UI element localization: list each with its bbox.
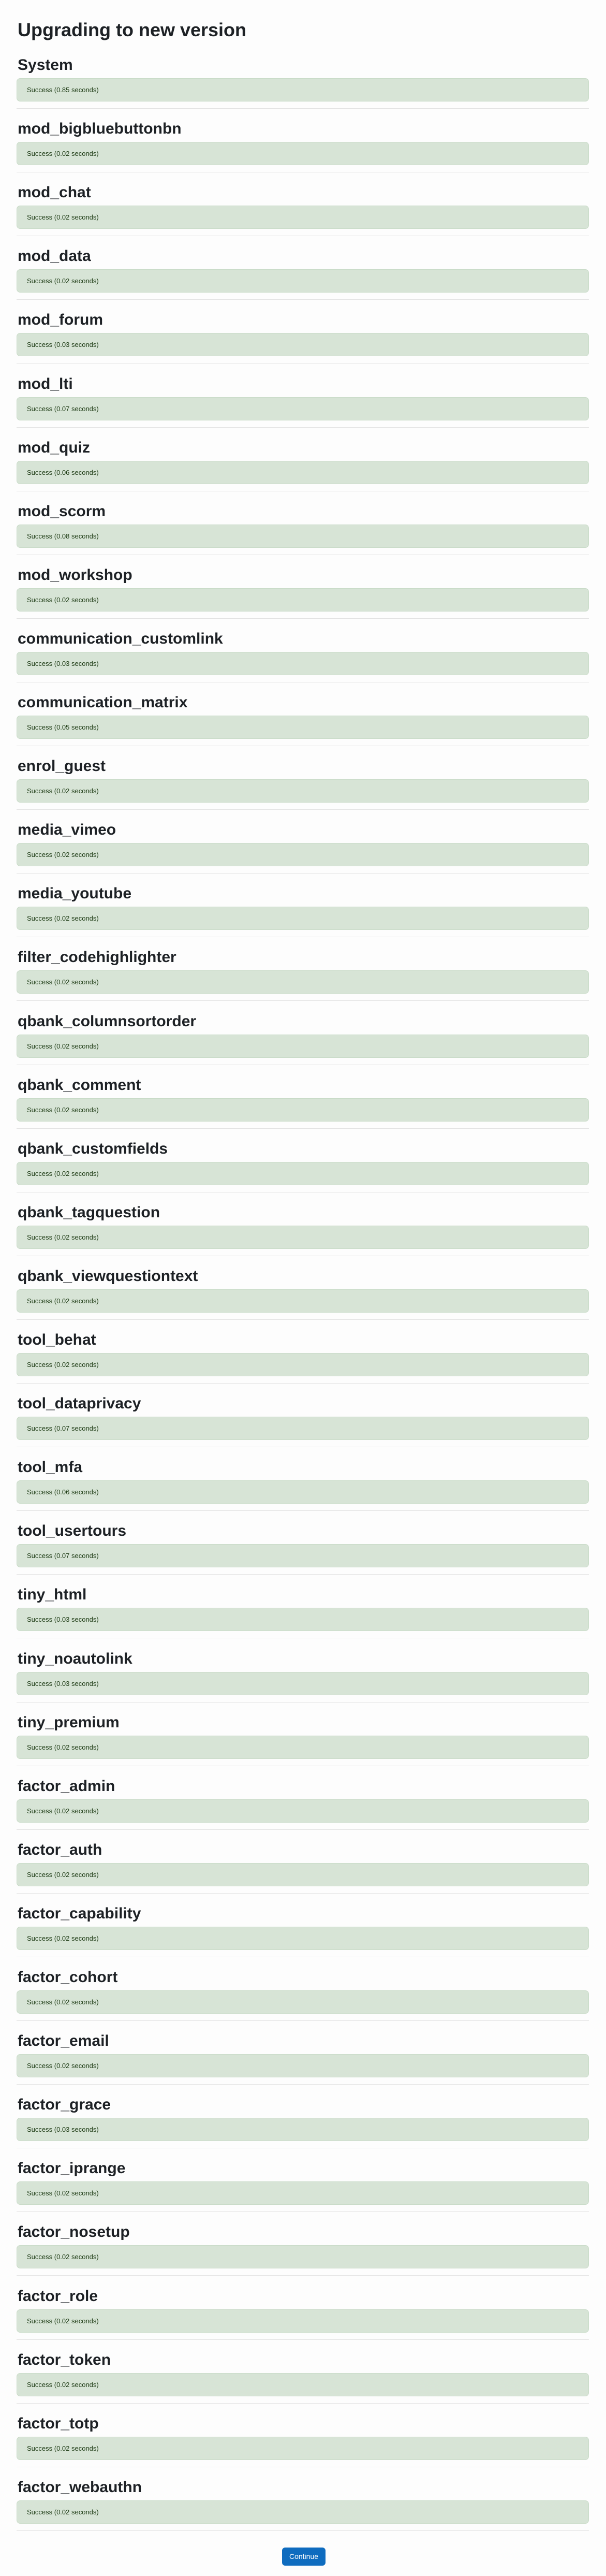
component-heading: tool_behat <box>18 1331 96 1348</box>
component-heading: media_youtube <box>18 885 132 902</box>
upgrade-section <box>0 1011 606 1075</box>
upgrade-section <box>0 2286 606 2350</box>
success-notification: Success (0.06 seconds) <box>17 1480 589 1504</box>
component-heading: factor_admin <box>18 1778 115 1795</box>
upgrade-section <box>0 2158 606 2222</box>
component-heading: factor_webauthn <box>18 2479 142 2496</box>
success-notification: Success (0.02 seconds) <box>17 2437 589 2460</box>
section-divider <box>17 2339 589 2340</box>
component-heading: qbank_viewquestiontext <box>18 1268 198 1285</box>
section-divider <box>17 1383 589 1384</box>
upgrade-section <box>0 2222 606 2286</box>
success-notification: Success (0.02 seconds) <box>17 1098 589 1122</box>
section-divider <box>17 1829 589 1830</box>
success-notification: Success (0.02 seconds) <box>17 142 589 165</box>
component-heading: enrol_guest <box>18 758 106 775</box>
success-notification: Success (0.02 seconds) <box>17 1927 589 1950</box>
upgrade-section <box>0 1330 606 1393</box>
success-notification: Success (0.85 seconds) <box>17 78 589 101</box>
section-divider <box>17 618 589 619</box>
section-divider <box>17 1574 589 1575</box>
component-heading: mod_data <box>18 248 91 265</box>
success-notification: Success (0.03 seconds) <box>17 652 589 675</box>
upgrade-section <box>0 1075 606 1139</box>
upgrade-section <box>0 692 606 756</box>
component-heading: factor_totp <box>18 2415 99 2432</box>
component-heading: factor_auth <box>18 1841 102 1858</box>
continue-button[interactable]: Continue <box>282 2548 326 2566</box>
component-heading: mod_scorm <box>18 503 106 520</box>
upgrade-section <box>0 2350 606 2413</box>
section-divider <box>17 1128 589 1129</box>
upgrade-section <box>0 629 606 692</box>
component-heading: tiny_noautolink <box>18 1650 132 1667</box>
section-divider <box>17 427 589 428</box>
success-notification: Success (0.02 seconds) <box>17 1289 589 1313</box>
component-heading: tool_usertours <box>18 1522 127 1539</box>
success-notification: Success (0.02 seconds) <box>17 1226 589 1249</box>
upgrade-section <box>0 182 606 246</box>
component-heading: media_vimeo <box>18 821 116 838</box>
component-heading: mod_bigbluebuttonbn <box>18 120 182 137</box>
component-heading: qbank_tagquestion <box>18 1204 160 1221</box>
upgrade-section <box>0 1840 606 1903</box>
component-heading: factor_email <box>18 2032 109 2049</box>
component-heading: factor_capability <box>18 1905 141 1922</box>
success-notification: Success (0.02 seconds) <box>17 970 589 994</box>
section-divider <box>17 1319 589 1320</box>
upgrade-section <box>0 2477 606 2541</box>
section-divider <box>17 1510 589 1511</box>
upgrade-section <box>0 119 606 182</box>
success-notification: Success (0.02 seconds) <box>17 779 589 803</box>
success-notification: Success (0.02 seconds) <box>17 907 589 930</box>
success-notification: Success (0.02 seconds) <box>17 1736 589 1759</box>
upgrade-section <box>0 55 606 119</box>
section-divider <box>17 108 589 109</box>
component-heading: tool_dataprivacy <box>18 1395 141 1412</box>
section-divider <box>17 1000 589 1001</box>
component-heading: communication_matrix <box>18 694 188 711</box>
component-heading: factor_token <box>18 2351 111 2368</box>
upgrade-section <box>0 756 606 820</box>
success-notification: Success (0.02 seconds) <box>17 2500 589 2524</box>
upgrade-section <box>0 438 606 501</box>
component-heading: mod_chat <box>18 184 91 201</box>
upgrade-section <box>0 1202 606 1266</box>
upgrade-section <box>0 2094 606 2158</box>
section-divider <box>17 809 589 810</box>
component-heading: qbank_customfields <box>18 1140 168 1157</box>
component-heading: factor_grace <box>18 2096 111 2113</box>
component-heading: qbank_comment <box>18 1076 141 1094</box>
component-heading: System <box>18 56 73 74</box>
success-notification: Success (0.03 seconds) <box>17 333 589 356</box>
upgrade-section <box>0 2413 606 2477</box>
section-divider <box>17 873 589 874</box>
section-divider <box>17 2020 589 2021</box>
success-notification: Success (0.02 seconds) <box>17 2054 589 2077</box>
success-notification: Success (0.08 seconds) <box>17 525 589 548</box>
success-notification: Success (0.02 seconds) <box>17 1799 589 1823</box>
section-divider <box>17 2275 589 2276</box>
upgrade-section <box>0 1776 606 1840</box>
component-heading: communication_customlink <box>18 630 223 647</box>
upgrade-section <box>0 883 606 947</box>
upgrade-section <box>0 246 606 310</box>
upgrade-section <box>0 1457 606 1521</box>
success-notification: Success (0.03 seconds) <box>17 2118 589 2141</box>
success-notification: Success (0.02 seconds) <box>17 1863 589 1886</box>
success-notification: Success (0.05 seconds) <box>17 716 589 739</box>
success-notification: Success (0.03 seconds) <box>17 1672 589 1695</box>
component-heading: tiny_html <box>18 1586 87 1603</box>
success-notification: Success (0.02 seconds) <box>17 2373 589 2396</box>
section-divider <box>17 1893 589 1894</box>
success-notification: Success (0.02 seconds) <box>17 206 589 229</box>
success-notification: Success (0.02 seconds) <box>17 2181 589 2205</box>
upgrade-section <box>0 1139 606 1202</box>
upgrade-section <box>0 1266 606 1330</box>
success-notification: Success (0.07 seconds) <box>17 1417 589 1440</box>
success-notification: Success (0.06 seconds) <box>17 461 589 484</box>
success-notification: Success (0.02 seconds) <box>17 1990 589 2014</box>
success-notification: Success (0.03 seconds) <box>17 1608 589 1631</box>
upgrade-section <box>0 501 606 565</box>
component-heading: qbank_columnsortorder <box>18 1013 197 1030</box>
section-divider <box>17 2403 589 2404</box>
component-heading: tool_mfa <box>18 1459 83 1476</box>
success-notification: Success (0.02 seconds) <box>17 843 589 866</box>
upgrade-section <box>0 1393 606 1457</box>
section-divider <box>17 2084 589 2085</box>
upgrade-section <box>0 374 606 438</box>
upgrade-section <box>0 1584 606 1648</box>
upgrade-section <box>0 1649 606 1712</box>
component-heading: tiny_premium <box>18 1714 120 1731</box>
section-divider <box>17 2530 589 2531</box>
success-notification: Success (0.02 seconds) <box>17 1353 589 1376</box>
upgrade-section <box>0 1521 606 1584</box>
upgrade-section <box>0 1967 606 2031</box>
component-heading: factor_iprange <box>18 2160 126 2177</box>
component-heading: factor_nosetup <box>18 2223 130 2240</box>
success-notification: Success (0.02 seconds) <box>17 588 589 612</box>
component-heading: factor_role <box>18 2288 98 2305</box>
upgrade-section <box>0 565 606 629</box>
upgrade-section <box>0 947 606 1011</box>
section-divider <box>17 2211 589 2212</box>
component-heading: mod_workshop <box>18 566 132 584</box>
component-heading: mod_lti <box>18 375 73 392</box>
section-divider <box>17 299 589 300</box>
upgrade-section <box>0 1903 606 1967</box>
success-notification: Success (0.02 seconds) <box>17 1035 589 1058</box>
success-notification: Success (0.02 seconds) <box>17 269 589 293</box>
component-heading: mod_quiz <box>18 439 90 456</box>
page-title: Upgrading to new version <box>18 19 247 40</box>
component-heading: filter_codehighlighter <box>18 949 176 966</box>
component-heading: mod_forum <box>18 311 103 328</box>
success-notification: Success (0.02 seconds) <box>17 2245 589 2268</box>
upgrade-section <box>0 820 606 883</box>
component-heading: factor_cohort <box>18 1969 118 1986</box>
upgrade-section <box>0 2031 606 2094</box>
upgrade-section <box>0 1712 606 1776</box>
upgrade-section <box>0 310 606 373</box>
success-notification: Success (0.07 seconds) <box>17 1544 589 1567</box>
success-notification: Success (0.02 seconds) <box>17 1162 589 1185</box>
success-notification: Success (0.07 seconds) <box>17 397 589 420</box>
success-notification: Success (0.02 seconds) <box>17 2309 589 2333</box>
